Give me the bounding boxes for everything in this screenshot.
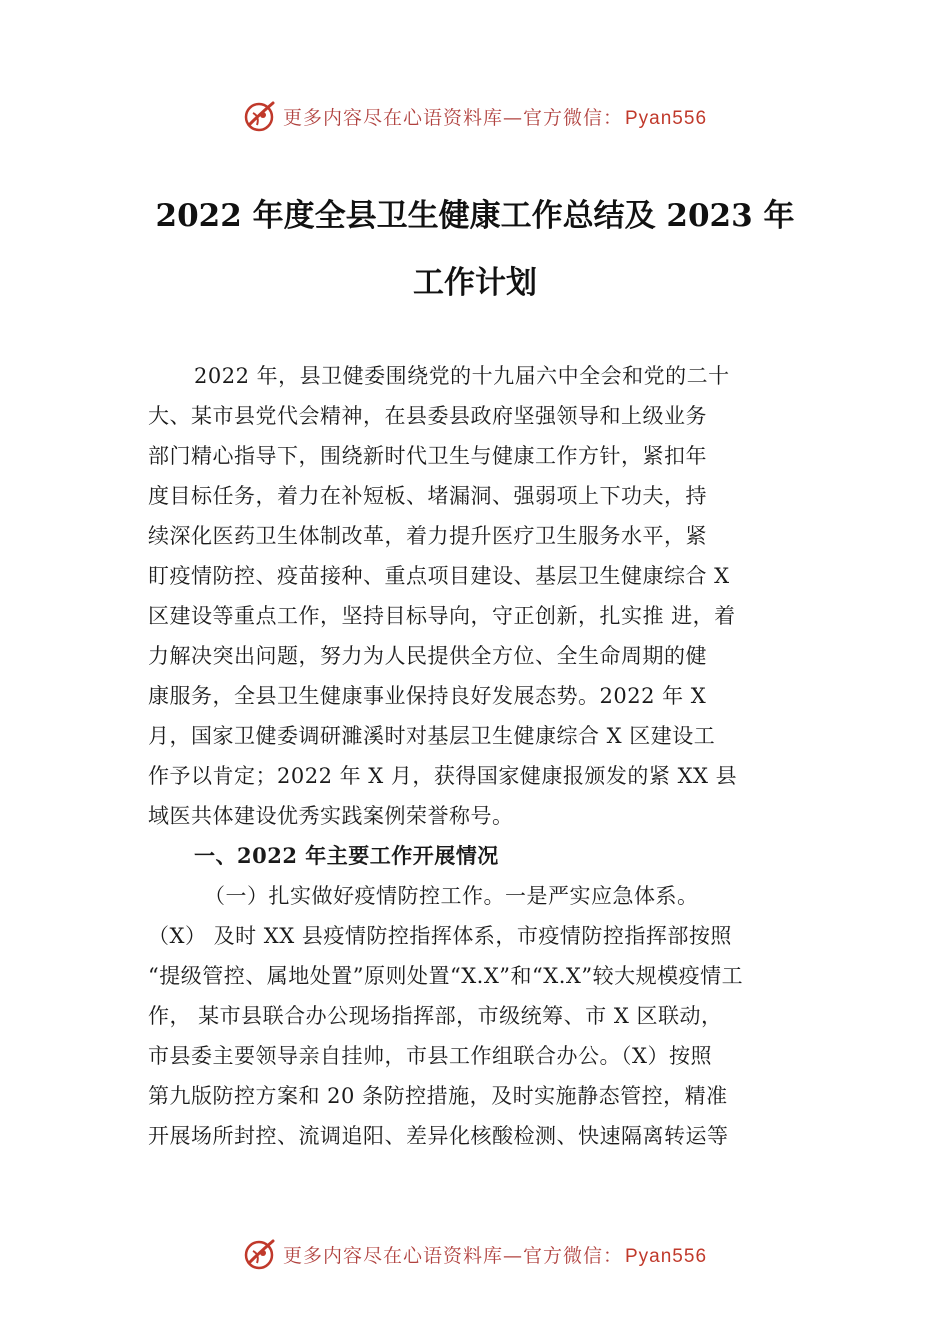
body-line: 部门精心指导下，围绕新时代卫生与健康工作方针，紧扣年 — [148, 444, 707, 468]
body-line: 月，国家卫健委调研濉溪时对基层卫生健康综合 X 区建设工 — [148, 724, 716, 748]
subsection-line: “提级管控、属地处置”原则处置“X.X”和“X.X”较大规模疫情工 — [148, 964, 744, 988]
watermark-wechat-id: Pyan556 — [625, 107, 708, 129]
subsection-line: 第九版防控方案和 20 条防控措施，及时实施静态管控，精准 — [148, 1084, 728, 1108]
body-line: 区建设等重点工作，坚持目标导向，守正创新，扎实推 进，着 — [148, 604, 736, 628]
body-line: 康服务，全县卫生健康事业保持良好发展态势。2022 年 X — [148, 684, 707, 708]
body-line: 作予以肯定；2022 年 X 月，获得国家健康报颁发的紧 XX 县 — [148, 764, 738, 788]
subsection-line: 开展场所封控、流调追阳、差异化核酸检测、快速隔离转运等 — [148, 1124, 729, 1148]
document-title-line-1: 2022 年度全县卫生健康工作总结及 2023 年 — [155, 198, 795, 234]
watermark-label: 更多内容尽在心语资料库 — [282, 1244, 503, 1267]
body-line: 度目标任务，着力在补短板、堵漏洞、强弱项上下功夫，持 — [148, 484, 707, 508]
body-line: 续深化医药卫生体制改革，着力提升医疗卫生服务水平，紧 — [148, 524, 707, 548]
watermark-wechat-id: Pyan556 — [625, 1245, 708, 1267]
subsection-line: （一）扎实做好疫情防控工作。一是严实应急体系。 — [204, 884, 699, 908]
subsection-line: （X） 及时 XX 县疫情防控指挥体系，市疫情防控指挥部按照 — [148, 924, 732, 948]
brush-logo-icon — [243, 1237, 277, 1271]
body-line: 力解决突出问题，努力为人民提供全方位、全生命周期的健 — [148, 644, 707, 668]
subsection-line: 市县委主要领导亲自挂帅，市县工作组联合办公。（X）按照 — [148, 1044, 712, 1068]
watermark-label: 更多内容尽在心语资料库 — [282, 106, 503, 129]
watermark-separator: — — [502, 106, 523, 129]
watermark-text — [283, 1241, 707, 1268]
section-heading: 一、2022 年主要工作开展情况 — [194, 843, 499, 868]
document-title-line-2: 工作计划 — [413, 265, 537, 301]
watermark-separator: — — [502, 1244, 523, 1267]
footer-watermark — [0, 1234, 950, 1274]
watermark-text — [283, 103, 707, 130]
body-line: 2022 年，县卫健委围绕党的十九届六中全会和党的二十 — [194, 364, 730, 388]
body-line: 盯疫情防控、疫苗接种、重点项目建设、基层卫生健康综合 X — [148, 564, 730, 588]
body-line: 域医共体建设优秀实践案例荣誉称号。 — [148, 804, 514, 828]
brush-logo-icon — [243, 99, 277, 133]
watermark-wechat-label: 官方微信： — [522, 1244, 623, 1267]
subsection-line: 作， 某市县联合办公现场指挥部，市级统筹、市 X 区联动， — [148, 1004, 723, 1028]
watermark-wechat-label: 官方微信： — [522, 106, 623, 129]
header-watermark — [0, 96, 950, 136]
body-line: 大、某市县党代会精神，在县委县政府坚强领导和上级业务 — [148, 404, 707, 428]
document-body — [148, 356, 810, 1156]
